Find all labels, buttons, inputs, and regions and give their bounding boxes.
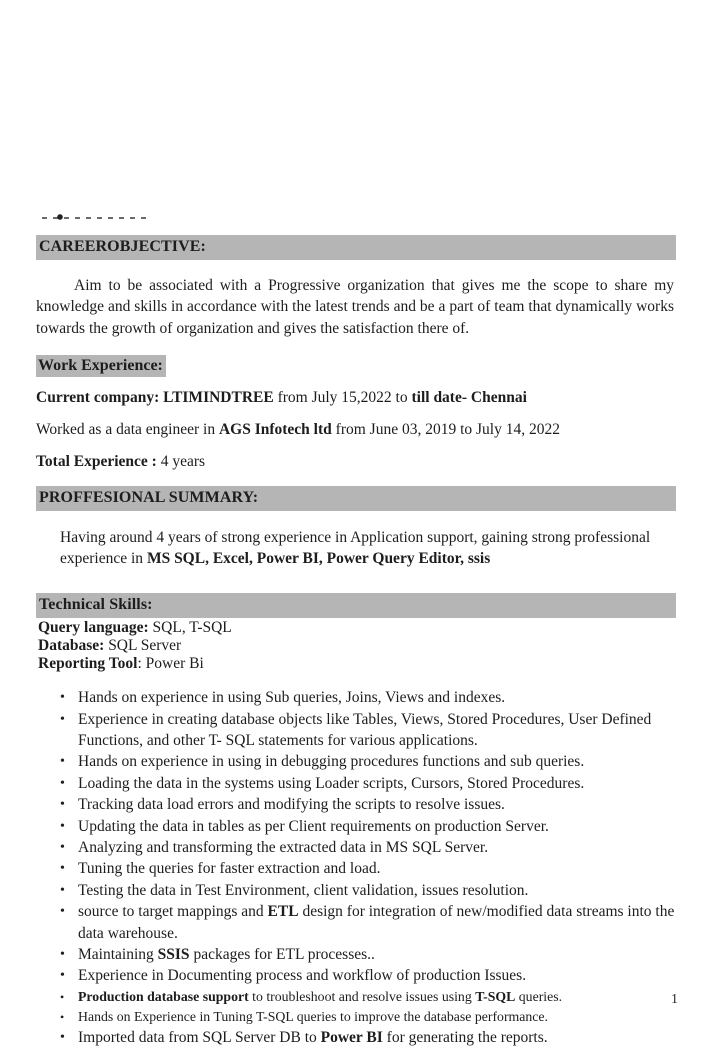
- list-item: • Experience in Documenting process and workflow of production Issues.: [60, 965, 676, 986]
- list-item: • Imported data from SQL Server DB to Power BI for generating the reports.: [60, 1027, 676, 1048]
- total-experience-line: Total Experience : 4 years: [36, 453, 206, 471]
- list-item: • Testing the data in Test Environment, client validation, issues resolution.: [60, 880, 676, 901]
- list-item: • Experience in creating database objects like Tables, Views, Stored Procedures, User Defined Functions, and other T- SQL statements for various applications.: [60, 709, 676, 752]
- list-item: • Hands on experience in using in debugging procedures functions and sub queries.: [60, 751, 676, 772]
- previous-company-line: Worked as a data engineer in AGS Infotech ltd from June 03, 2019 to July 14, 2022: [36, 421, 560, 439]
- list-item: • source to target mappings and ETL design for integration of new/modified data streams into the data warehouse.: [60, 901, 676, 944]
- section-heading-career-objective: CAREEROBJECTIVE:: [36, 235, 676, 260]
- clipped-text-fragment: [42, 214, 150, 220]
- list-item: • Analyzing and transforming the extracted data in MS SQL Server.: [60, 837, 676, 858]
- skill-row-query-language: Query language: SQL, T-SQL: [38, 619, 232, 637]
- list-item: • Updating the data in tables as per Client requirements on production Server.: [60, 816, 676, 837]
- section-heading-technical-skills: Technical Skills:: [36, 593, 676, 618]
- list-item: • Loading the data in the systems using Loader scripts, Cursors, Stored Procedures.: [60, 773, 676, 794]
- list-item: • Tuning the queries for faster extraction and load.: [60, 858, 676, 879]
- list-item: • Maintaining SSIS packages for ETL processes..: [60, 944, 676, 965]
- professional-summary-paragraph: Having around 4 years of strong experience in Application support, gaining strong professional experience in MS SQL, Excel, Power BI, Power Query Editor, ssis: [60, 528, 651, 568]
- skills-bullet-list: [36, 687, 676, 1048]
- list-item: • Production database support to troubleshoot and resolve issues using T-SQL queries.: [60, 987, 676, 1007]
- career-objective-paragraph: Aim to be associated with a Progressive organization that gives me the scope to share my knowledge and skills in accordance with the latest trends and be a part of team that dynamically works towards the growth of organization and gives the satisfaction there of.: [36, 277, 674, 337]
- list-item: • Hands on Experience in Tuning T-SQL queries to improve the database performance.: [60, 1007, 676, 1027]
- list-item: • Tracking data load errors and modifying the scripts to resolve issues.: [60, 794, 676, 815]
- page-number: 1: [671, 992, 678, 1007]
- section-heading-professional-summary: PROFFESIONAL SUMMARY:: [36, 486, 676, 511]
- section-heading-work-experience: [36, 356, 676, 376]
- skill-row-database: Database: SQL Server: [38, 636, 182, 654]
- current-company-line: Current company: LTIMINDTREE from July 15,2022 to till date- Chennai: [36, 388, 527, 406]
- work-experience-heading-highlight: Work Experience:: [36, 355, 166, 377]
- skill-row-reporting-tool: Reporting Tool: Power Bi: [38, 654, 204, 672]
- list-item: • Hands on experience in using Sub queries, Joins, Views and indexes.: [60, 687, 676, 708]
